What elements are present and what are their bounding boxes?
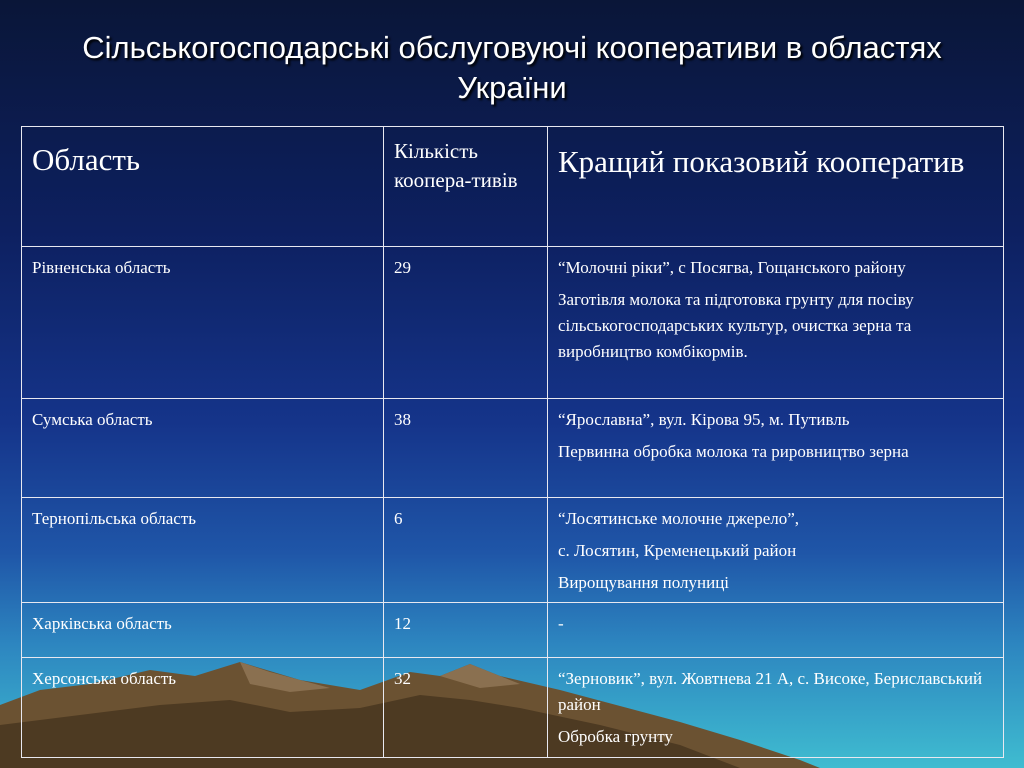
table-row — [22, 498, 1004, 603]
header-count: Кількість коопера-тивів — [384, 127, 548, 247]
cooperative-activity: Заготівля молока та підготовка грунту для посіву сільськогосподарських культур, очистка зерна та виробництво комбікормів. — [558, 290, 914, 361]
count-cell: 29 — [384, 247, 548, 399]
count-cell: 38 — [384, 399, 548, 498]
region-cell: Херсонська область — [22, 658, 384, 758]
best-cooperative-cell — [548, 603, 1004, 658]
cooperative-name: - — [558, 614, 564, 633]
table-row — [22, 603, 1004, 658]
table-row — [22, 658, 1004, 758]
cooperative-name: “Ярославна”, вул. Кірова 95, м. Путивль — [558, 410, 850, 429]
page-title: Сільськогосподарські обслуговуючі кооперативи в областях України — [82, 30, 942, 105]
table-row — [22, 399, 1004, 498]
header-best-cooperative: Кращий показовий кооператив — [548, 127, 1004, 247]
header-region: Область — [22, 127, 384, 247]
cooperative-location: с. Лосятин, Кременецький район — [558, 541, 797, 560]
best-cooperative-cell — [548, 399, 1004, 498]
cooperatives-table — [21, 126, 1004, 758]
count-cell: 32 — [384, 658, 548, 758]
cooperative-name: “Лосятинське молочне джерело”, — [558, 509, 800, 528]
cooperative-activity: Обробка грунту — [558, 727, 673, 746]
best-cooperative-cell — [548, 498, 1004, 603]
best-cooperative-cell — [548, 247, 1004, 399]
region-cell: Рівненська область — [22, 247, 384, 399]
region-cell: Харківська область — [22, 603, 384, 658]
cooperative-activity: Вирощування полуниці — [558, 573, 730, 592]
table-header-row — [22, 127, 1004, 247]
table-row — [22, 247, 1004, 399]
count-cell: 12 — [384, 603, 548, 658]
count-cell: 6 — [384, 498, 548, 603]
best-cooperative-cell — [548, 658, 1004, 758]
region-cell: Сумська область — [22, 399, 384, 498]
region-cell: Тернопільська область — [22, 498, 384, 603]
cooperative-activity: Первинна обробка молока та рировництво зерна — [558, 442, 909, 461]
cooperative-name: “Молочні ріки”, с Посягва, Гощанського району — [558, 258, 906, 277]
cooperative-name: “Зерновик”, вул. Жовтнева 21 А, с. Високе, Бериславський район — [558, 669, 983, 714]
